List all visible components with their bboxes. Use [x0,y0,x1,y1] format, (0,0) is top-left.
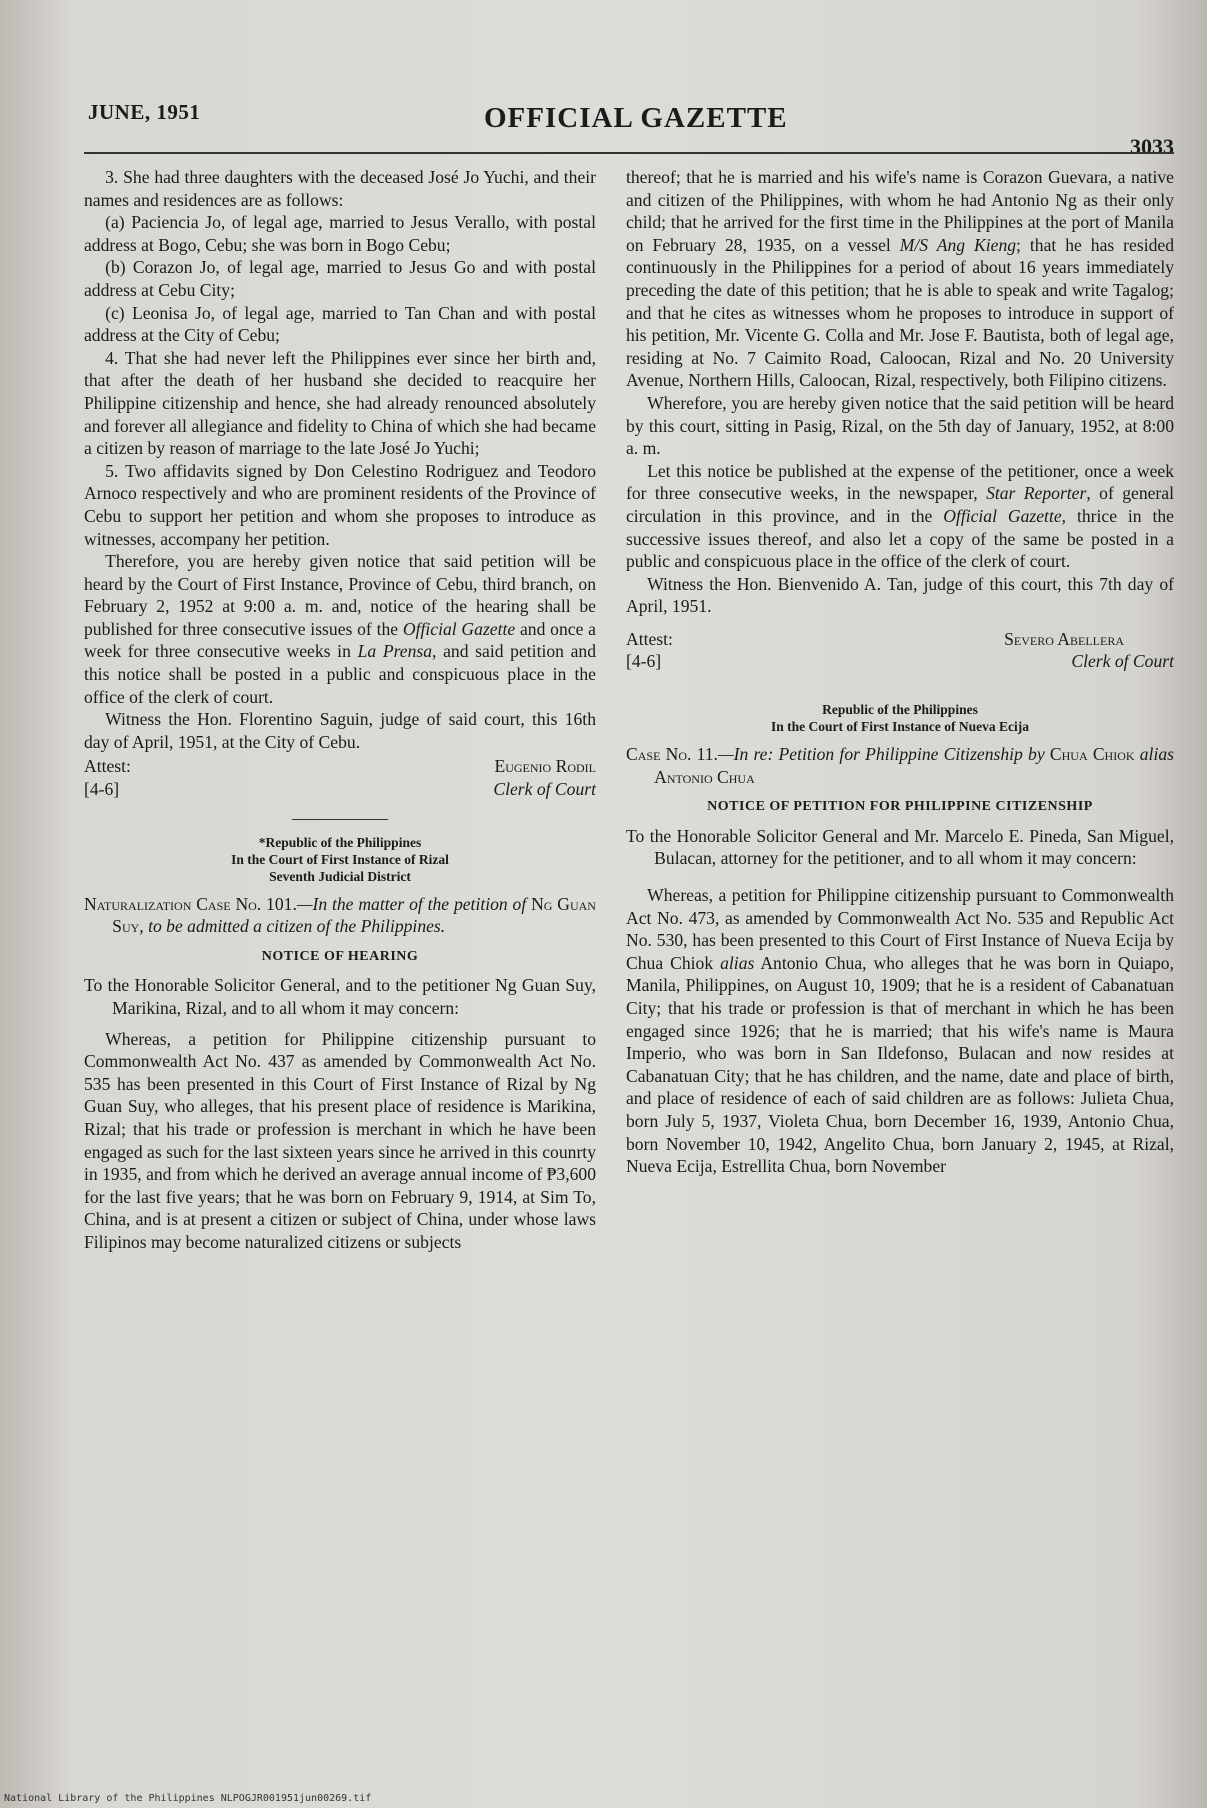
case-number: Naturalization Case No. 101. [84,893,297,914]
publication-name: Official Gazette [402,618,516,639]
attest-label: Attest: [84,756,131,777]
petitioner-alias: Antonio Chua [654,766,755,787]
signature-block [626,628,1174,673]
publication-name: La Prensa [357,641,433,662]
publication-name: Official Gazette [943,505,1062,526]
page-header [84,92,1174,159]
publication-name: Star Reporter [986,483,1087,504]
court-line: In the Court of First Instance of Rizal [231,851,449,867]
case-number: Case No. 11. [626,744,718,765]
paragraph: 3. She had three daughters with the deceased José Jo Yuchi, and their names and residences are as follows: [84,167,596,210]
petitioner-name: Ng Guan Suy [112,893,596,937]
text-run: , thrice in the successive issues thereof, and also let a copy of the same be posted in a public and conspicuous place in the office of the clerk of court. [626,505,1174,572]
issue-ref: [4-6] [84,779,120,800]
paragraph: 5. Two affidavits signed by Don Celestino Rodriguez and Teodoro Arnoco respectively and who are prominent residents of the Province of Cebu to support her petition and whom she proposes to introduce as witnesses, accompany her petition. [84,460,596,549]
text-run: Antonio Chua, who alleges that he was born in Quiapo, Manila, Philippines, on August 10, 1909; that he is a resident of Cabanatuan City; that his trade or profession is that of merchant in which he has been engaged since 1926; that he is married; that his wife's name is Maura Imperio, who was born in San Ildefonso, Bulacan and now resides at Cabanatuan City; that he has children, and the name, date and place of birth, and place of residence of each of said children are as follows: Julieta Chua, born July 5, 1937, Violeta Chua, born December 16, 1939, Antonio Chua, born November 10, 1942, Angelito Chua, born January 2, 1945, at Rizal, Nueva Ecija, Estrellita Chua, born November [626,952,1175,1177]
paragraph: Wherefore, you are hereby given notice that the said petition will be heard by this court, sitting in Pasig, Rizal, on the 5th day of January, 1952, at 8:00 a. m. [626,392,1174,459]
left-column [84,166,596,1254]
attest-block [84,755,238,800]
header-date: JUNE, 1951 [88,100,201,124]
scan-footer: National Library of the Philippines NLPOGJR001951jun00269.tif [4,1793,372,1804]
addressee: To the Honorable Solicitor General, and to the petitioner Ng Guan Suy, Marikina, Rizal, and to all whom it may concern: [84,975,596,1018]
notice-title: NOTICE OF HEARING [261,948,419,964]
addressee: To the Honorable Solicitor General and Mr. Marcelo E. Pineda, San Miguel, Bulacan, attorney for the petitioner, and to all whom it may concern: [626,825,1174,869]
case-caption [626,743,1174,788]
paragraph: (b) Corazon Jo, of legal age, married to Jesus Go and with postal address at Cebu City; [84,257,596,300]
paragraph: (a) Paciencia Jo, of legal age, married to Jesus Verallo, with postal address at Bogo, Cebu; she was born in Bogo Cebu; [84,212,596,255]
text-run: and once a week for three consecutive weeks in [84,618,596,662]
court-heading [626,701,1174,735]
court-line: Republic of the Philippines [822,702,978,718]
text-run: alias [1134,744,1174,765]
paragraph [626,460,1174,573]
court-heading [84,834,596,885]
case-caption [84,893,596,938]
text-run: , and said petition and this notice shall be posted in a public and conspicuous place in the office of the clerk of court. [84,641,597,707]
paragraph [84,550,596,708]
signer-block [289,755,596,800]
paragraph: (c) Leonisa Jo, of legal age, married to Tan Chan and with postal address at the City of Cebu; [84,302,596,346]
paragraph [626,166,1174,392]
issue-ref: [4-6] [626,651,662,672]
signer-title: Clerk of Court [493,779,596,800]
attest-block [626,628,790,673]
text-run: Therefore, you are hereby given notice that said petition will be heard by the Court of First Instance, Province of Cebu, third branch, on February 2, 1952 at 9:00 a. m. and, notice of the hearing shall be published for three consecutive issues of the [84,551,596,639]
attest-label: Attest: [626,628,673,649]
text-run: —In re: Petition for Philippine Citizenship by [717,744,1050,765]
signer-block [845,628,1174,673]
text-run: thereof; that he is married and his wife's name is Corazon Guevara, a native and citizen of the Philippines, with whom he had Antonio Ng as their only child; that he arrived for the first time in the Philippines at the port of Manila on February 28, 1935, on a vessel [626,167,1174,255]
text-run: ; that he has resided continuously in the Philippines for a period of about 16 years immediately preceding the date of this petition; that he is able to speak and write Tagalog; and that he cites as witnesses whom he proposes to introduce in support of his petition, Mr. Vicente G. Colla and Mr. Jose F. Bautista, both of legal age, residing at No. 7 Caimito Road, Caloocan, Rizal and No. 20 University Avenue, Northern Hills, Caloocan, Rizal, respectively, both Filipino citizens. [626,234,1174,391]
notice-title: NOTICE OF PETITION FOR PHILIPPINE CITIZENSHIP [707,799,1093,815]
text-run: Whereas, a petition for Philippine citizenship pursuant to Commonwealth Act No. 473, as amended by Commonwealth Act No. 535 and Republic Act No. 530, has been presented to this Court of First Instance of Nueva Ecija by Chua Chiok [626,885,1174,973]
signer-name: Eugenio Rodil [494,756,596,777]
court-line: Seventh Judicial District [269,868,411,884]
court-line: *Republic of the Philippines [258,834,422,850]
court-line: In the Court of First Instance of Nueva Ecija [771,719,1029,735]
paragraph: Witness the Hon. Bienvenido A. Tan, judge of this court, this 7th day of April, 1951. [626,573,1174,617]
page-number: 3033 [1130,134,1174,159]
paragraph: Whereas, a petition for Philippine citizenship pursuant to Commonwealth Act No. 437 as amended by Commonwealth Act No. 535 has been presented in this Court of First Instance of Rizal by Ng Guan Suy, who alleges, that his present place of residence is Marikina, Rizal; that his trade or profession is merchant in which he have been engaged as such for the last sixteen years since he arrived in this counrty in 1935, and from which he derived an average annual income of ₱3,600 for the last five years; that he was born on February 9, 1914, at Sim To, China, and is at present a citizen or subject of China, under whose laws Filipinos may become naturalized citizens or subjects [84,1028,597,1252]
text-run: , of general circulation in this province, and in the [626,483,1174,526]
petitioner-name: Chua Chiok [1049,744,1135,765]
signer-title: Clerk of Court [1071,651,1174,672]
paragraph: Witness the Hon. Florentino Saguin, judge of said court, this 16th day of April, 1951, at the City of Cebu. [84,709,596,752]
text-run: alias [720,952,755,973]
paragraph [626,884,1174,1178]
right-column [626,166,1174,1178]
vessel-name: M/S Ang Kieng [899,234,1017,255]
signature-block [84,755,596,800]
text-run: , to be admitted a citizen of the Philippines. [139,916,446,937]
header-rule [84,152,1174,154]
section-divider [292,819,388,820]
paragraph: 4. That she had never left the Philippines ever since her birth and, that after the death of her husband she decided to reacquire her Philippine citizenship and hence, she had already renounced absolutely and forever all allegiance and fidelity to China of which she had became a citizen by reason of marriage to the late José Jo Yuchi; [84,347,596,459]
text-run: Let this notice be published at the expense of the petitioner, once a week for three consecutive weeks, in the newspaper, [626,460,1174,504]
signer-name: Severo Abellera [1004,628,1124,649]
text-run: —In the matter of the petition of [296,893,532,914]
header-title: OFFICIAL GAZETTE [484,102,788,134]
